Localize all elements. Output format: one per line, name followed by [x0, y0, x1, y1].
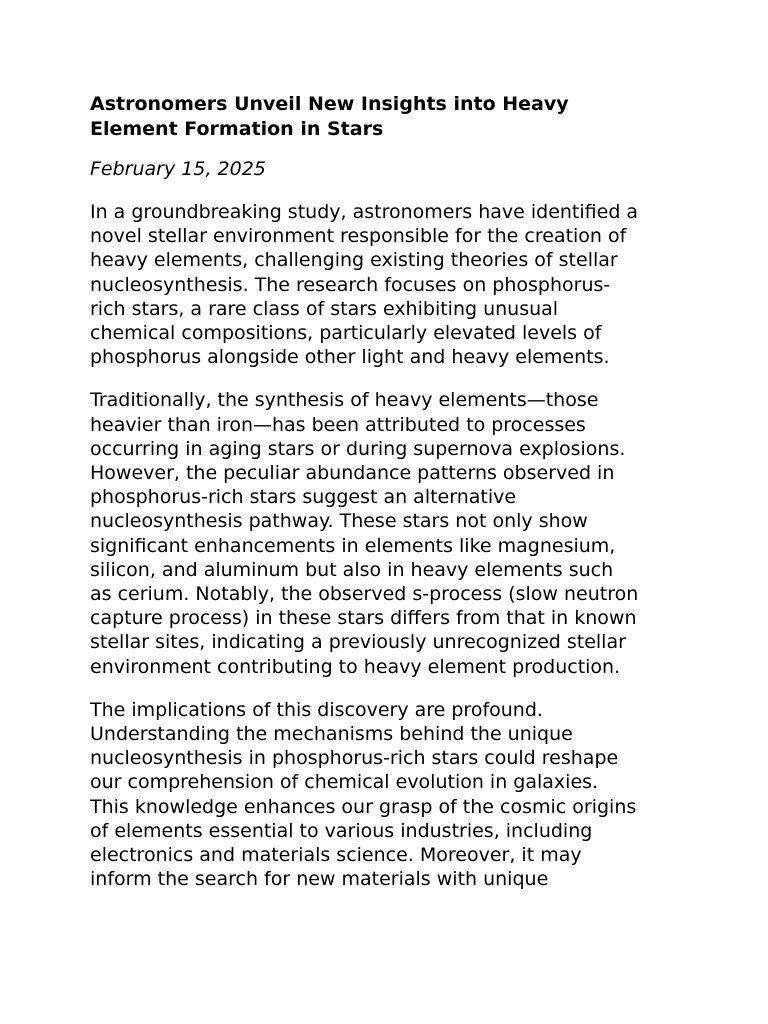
text-line: electronics and materials science. Moreover, it may — [90, 844, 582, 867]
text-line: as cerium. Notably, the observed s-process (slow neutron — [90, 583, 639, 606]
paragraph-1 — [90, 200, 680, 369]
text-line: nucleosynthesis. The research focuses on phosphorus- — [90, 273, 611, 296]
text-line: Traditionally, the synthesis of heavy elements—those — [90, 389, 599, 412]
text-line: The implications of this discovery are profound. — [90, 698, 543, 721]
title-line: Element Formation in Stars — [90, 117, 384, 140]
text-line: This knowledge enhances our grasp of the cosmic origins — [90, 795, 637, 818]
text-line: In a groundbreaking study, astronomers have identified a — [90, 201, 639, 223]
text-line: novel stellar environment responsible for the creation of — [90, 225, 627, 248]
text-line: nucleosynthesis in phosphorus-rich stars could reshape — [90, 747, 619, 770]
text-line: nucleosynthesis pathway. These stars not only show — [90, 510, 588, 533]
text-line: occurring in aging stars or during supernova explosions. — [90, 437, 626, 460]
text-line: Understanding the mechanisms behind the unique — [90, 723, 573, 746]
article-title — [90, 92, 680, 141]
text-line: phosphorus-rich stars suggest an alternative — [90, 486, 517, 509]
text-line: capture process) in these stars differs from that in known — [90, 607, 637, 630]
text-line: heavy elements, challenging existing theories of stellar — [90, 249, 618, 272]
text-line: chemical compositions, particularly elevated levels of — [90, 322, 602, 345]
text-line: of elements essential to various industries, including — [90, 819, 593, 842]
text-line: silicon, and aluminum but also in heavy elements such — [90, 558, 614, 581]
text-line: our comprehension of chemical evolution in galaxies. — [90, 771, 599, 794]
text-line: heavier than iron—has been attributed to processes — [90, 413, 586, 436]
text-line: However, the peculiar abundance patterns observed in — [90, 462, 615, 485]
text-line: inform the search for new materials with unique — [90, 868, 549, 891]
article — [90, 92, 680, 910]
paragraph-2 — [90, 388, 680, 678]
text-line: phosphorus alongside other light and heavy elements. — [90, 346, 610, 369]
title-line: Astronomers Unveil New Insights into Heavy — [90, 93, 569, 115]
text-line: environment contributing to heavy element production. — [90, 655, 621, 678]
paragraph-3 — [90, 698, 680, 892]
article-date: February 15, 2025 — [90, 158, 266, 180]
text-line: rich stars, a rare class of stars exhibiting unusual — [90, 297, 559, 320]
text-line: stellar sites, indicating a previously unrecognized stellar — [90, 631, 626, 654]
text-line: significant enhancements in elements like magnesium, — [90, 534, 616, 557]
